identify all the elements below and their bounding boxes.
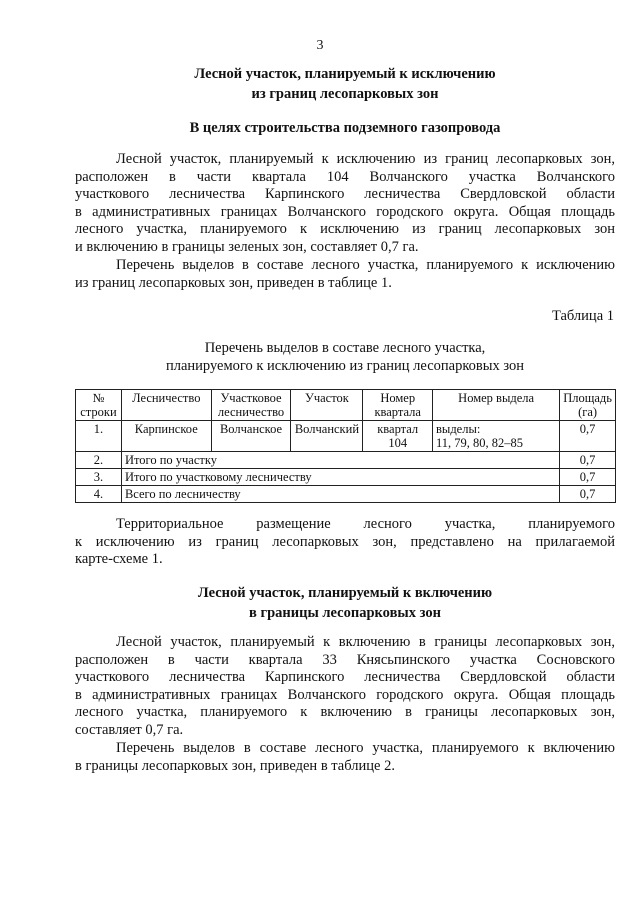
text-line: Перечень выделов в составе лесного участка, планируемого к включению <box>116 740 615 756</box>
cell-total-label: Всего по лесничеству <box>121 486 559 503</box>
text-line: составляет 0,7 га. <box>75 721 184 738</box>
cell-row-number: 2. <box>76 452 122 469</box>
header-row-number: № строки <box>76 390 122 421</box>
table-total-row <box>76 486 616 503</box>
cell-row-number: 4. <box>76 486 122 503</box>
header-district-forestry: Участковое лесничество <box>211 390 291 421</box>
section2-title-line: Лесной участок, планируемый к включению <box>197 585 493 601</box>
text-line: расположен в части квартала 104 Волчанского участка Волчанского <box>75 168 615 185</box>
section1-title-line: из границ лесопарковых зон <box>251 86 439 102</box>
text-line: Лесной участок, планируемый к включению в границы лесопарковых зон, <box>116 634 615 650</box>
text-line: расположен в части квартала 33 Княсьпинского участка Сосновского <box>75 651 615 668</box>
section1-paragraph-1 <box>75 151 615 257</box>
cell-row-number: 1. <box>76 421 122 452</box>
caption-line: планируемого к исключению из границ лесопарковых зон <box>165 357 524 374</box>
header-area: Площадь (га) <box>560 390 616 421</box>
page-number: 3 <box>316 38 324 53</box>
text-line: участкового лесничества Карпинского лесничества Свердловской области <box>75 669 615 686</box>
table-total-row <box>76 469 616 486</box>
header-allotment-number: Номер выдела <box>433 390 560 421</box>
section1-title <box>0 64 640 104</box>
text-line: к исключению из границ лесопарковых зон, представлено на прилагаемой <box>75 533 615 550</box>
section2-title-line: в границы лесопарковых зон <box>249 605 441 621</box>
cell-quarter: квартал 104 <box>363 421 433 452</box>
text-line: в административных границах Волчанского городского округа. Общая площадь <box>75 203 615 220</box>
text-line: участкового лесничества Карпинского лесничества Свердловской области <box>75 186 615 203</box>
text-line: карте-схеме 1. <box>75 551 163 568</box>
cell-area: 0,7 <box>560 469 616 486</box>
table-row <box>76 421 616 452</box>
header-plot: Участок <box>291 390 363 421</box>
text-line: Территориальное размещение лесного участка, планируемого <box>116 516 615 532</box>
map-reference-paragraph <box>75 516 615 569</box>
section1-paragraph-2 <box>75 257 615 292</box>
allotment-table <box>75 389 616 503</box>
table-header-row <box>76 390 616 421</box>
cell-plot: Волчанский <box>291 421 363 452</box>
text-line: и включению в границы зеленых зон, составляет 0,7 га. <box>75 238 419 255</box>
table-total-row <box>76 452 616 469</box>
cell-allotment: выделы: 11, 79, 80, 82–85 <box>433 421 560 452</box>
cell-area: 0,7 <box>560 486 616 503</box>
section2-title <box>0 583 640 623</box>
table1-label: Таблица 1 <box>551 308 614 324</box>
text-line: Лесной участок, планируемый к исключению из границ лесопарковых зон, <box>116 151 615 167</box>
section1-title-line: Лесной участок, планируемый к исключению <box>194 66 496 82</box>
text-line: в границы лесопарковых зон, приведен в таблице 2. <box>75 757 395 774</box>
caption-line: Перечень выделов в составе лесного участка, <box>204 340 486 356</box>
header-quarter-number: Номер квартала <box>363 390 433 421</box>
cell-total-label: Итого по участку <box>121 452 559 469</box>
cell-area: 0,7 <box>560 421 616 452</box>
text-line: из границ лесопарковых зон, приведен в таблице 1. <box>75 274 392 291</box>
section2-paragraph-2 <box>75 740 615 775</box>
cell-forestry: Карпинское <box>121 421 211 452</box>
cell-total-label: Итого по участковому лесничеству <box>121 469 559 486</box>
section2-paragraph-1 <box>75 634 615 740</box>
text-line: лесного участка, планируемого к исключению из границ лесопарковых зон <box>75 221 615 238</box>
text-line: Перечень выделов в составе лесного участка, планируемого к исключению <box>116 257 615 273</box>
cell-area: 0,7 <box>560 452 616 469</box>
section1-subtitle: В целях строительства подземного газопровода <box>189 120 501 136</box>
header-forestry: Лесничество <box>121 390 211 421</box>
cell-row-number: 3. <box>76 469 122 486</box>
table1-caption <box>0 340 640 375</box>
text-line: лесного участка, планируемого к включению в границы лесопарковых зон, <box>75 704 615 721</box>
cell-district-forestry: Волчанское <box>211 421 291 452</box>
text-line: в административных границах Волчанского городского округа. Общая площадь <box>75 686 615 703</box>
